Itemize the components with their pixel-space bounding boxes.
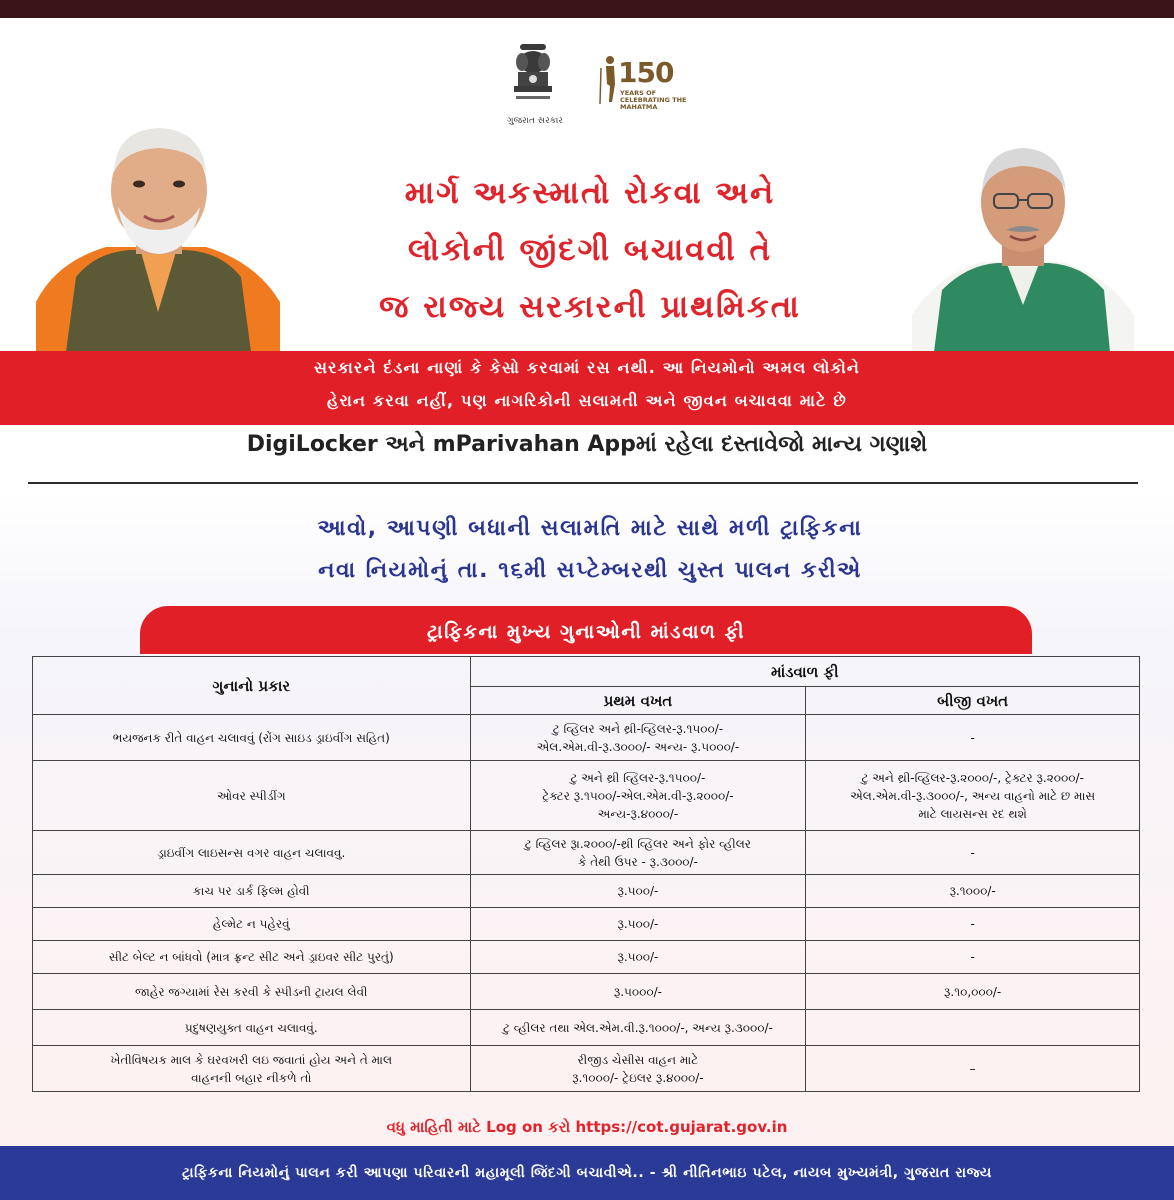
footer-banner: ટ્રાફિકના નિયમોનું પાલન કરી આપણા પરિવારની મહામૂલી જિંદગી બચાવીએ.. - શ્રી નીતિનભાઇ પટેલ, નાયબ મુખ્યમંત્રી, ગુજરાત રાજ્ય bbox=[0, 1146, 1174, 1200]
cell-first: ટુ વ્હીલર તથા એલ.એમ.વી.રૂ.૧૦૦૦/-, અન્ય રૂ.૩૦૦૦/- bbox=[470, 1010, 806, 1046]
fee-table-body bbox=[33, 715, 1140, 1092]
cell-offense: જાહેર જગ્યામાં રેસ કરવી કે સ્પીડની ટ્રાયલ લેવી bbox=[33, 974, 471, 1010]
header-offense-type: ગુનાનો પ્રકાર bbox=[33, 657, 471, 715]
table-row bbox=[33, 761, 1140, 831]
cell-offense: સીટ બેલ્ટ ન બાંધવો (માત્ર ફ્રન્ટ સીટ અને ડ્રાઇવર સીટ પુરતું) bbox=[33, 941, 471, 974]
table-row bbox=[33, 831, 1140, 875]
table-row bbox=[33, 908, 1140, 941]
cell-second: ટુ અને થ્રી-વ્હિલર-રૂ.૨૦૦૦/-, ટ્રેક્ટર રૂ.૨૦૦૦/- એલ.એમ.વી-રૂ.૩૦૦૦/-, અન્ય વાહનો માટે છ માસ માટે લાયસન્સ રદ થશે bbox=[806, 761, 1140, 831]
digilocker-note: DigiLocker અને mParivahan Appમાં રહેલા દસ્તાવેજો માન્ય ગણાશે bbox=[246, 432, 928, 457]
cell-offense: પ્રદુષણયુક્ત વાહન ચલાવવું. bbox=[33, 1010, 471, 1046]
top-border bbox=[0, 0, 1174, 18]
cell-first: રૂ.૫૦૦૦/- bbox=[470, 974, 806, 1010]
cell-offense: કાચ પર ડાર્ક ફિલ્મ હોવી bbox=[33, 875, 471, 908]
cell-second: - bbox=[806, 941, 1140, 974]
table-row bbox=[33, 715, 1140, 761]
table-row bbox=[33, 941, 1140, 974]
cell-second bbox=[806, 1010, 1140, 1046]
cell-offense: ડ્રાઇવીંગ લાઇસન્સ વગર વાહન ચલાવવુ. bbox=[33, 831, 471, 875]
headline-line-3: જ રાજ્ય સરકારની પ્રાથમિકતા bbox=[379, 289, 801, 325]
cell-offense: ઓવર સ્પીડીંગ bbox=[33, 761, 471, 831]
cell-first: ટુ વ્હિલર રૂા.૨૦૦૦/-થ્રી વ્હિલર અને ફોર વ્હીલર કે તેથી ઉપર - રૂ.૩૦૦૦/- bbox=[470, 831, 806, 875]
cell-first: રૂ.૫૦૦/- bbox=[470, 908, 806, 941]
headline-line-2: લોકોની જીંદગી બચાવવી તે bbox=[407, 232, 773, 268]
cell-first: ટુ વ્હિલર અને થ્રી-વ્હિલર-રૂ.૧૫૦૦/- એલ.એમ.વી-રૂ.૩૦૦૦/- અન્ય- રૂ.૫૦૦૦/- bbox=[470, 715, 806, 761]
cell-first: રૂ.૫૦૦/- bbox=[470, 941, 806, 974]
cell-second: - bbox=[806, 715, 1140, 761]
cell-second: - bbox=[806, 831, 1140, 875]
more-info-link[interactable]: વધુ માહિતી માટે Log on કરો https://cot.gujarat.gov.in bbox=[386, 1118, 788, 1136]
state-emblem-icon bbox=[508, 42, 558, 112]
cell-first: રીજીડ ચેસીસ વાહન માટે રૂ.૧૦૦૦/- ટ્રેઇલર રૂ.૪૦૦૦/- bbox=[470, 1046, 806, 1092]
banner-line-1: સરકારને દંડના નાણાં કે કેસો કરવામાં રસ નથી. આ નિયમોનો અમલ લોકોને bbox=[313, 358, 861, 377]
logo-area bbox=[480, 42, 720, 132]
table-row bbox=[33, 974, 1140, 1010]
cell-first: રૂ.૫૦૦/- bbox=[470, 875, 806, 908]
cell-first: ટુ અને થ્રી વ્હિલર-રૂ.૧૫૦૦/- ટ્રેક્ટર રૂ.૧૫૦૦/-એલ.એમ.વી-રૂ.૨૦૦૦/- અન્ય-રૂ.૪૦૦૦/- bbox=[470, 761, 806, 831]
appeal-text bbox=[160, 508, 1020, 592]
header-second-time: બીજી વખત bbox=[806, 687, 1140, 715]
banner-line-2: હેરાન કરવા નહીં, પણ નાગરિકોની સલામતી અને જીવન બચાવવા માટે છે bbox=[327, 391, 847, 410]
cell-offense: હેલ્મેટ ન પહેરવું bbox=[33, 908, 471, 941]
mahatma-150-logo bbox=[598, 46, 698, 116]
cell-second: રૂ.૧૦,૦૦૦/- bbox=[806, 974, 1140, 1010]
right-portrait bbox=[912, 140, 1134, 352]
gandhi-walking-icon bbox=[598, 54, 620, 106]
main-headline bbox=[300, 165, 880, 336]
anniversary-number: 150 bbox=[618, 56, 674, 89]
appeal-line-2: નવા નિયમોનું તા. ૧૬મી સપ્ટેમ્બરથી ચુસ્ત પાલન કરીએ bbox=[318, 558, 862, 583]
table-row bbox=[33, 1046, 1140, 1092]
fee-table bbox=[32, 656, 1140, 1092]
headline-line-1: માર્ગ અકસ્માતો રોકવા અને bbox=[404, 175, 776, 211]
anniversary-text: YEARS OF CELEBRATING THE MAHATMA bbox=[620, 89, 687, 111]
cell-offense: ખેતીવિષયક માલ કે ઘરવખરી લઇ જવાતાં હોય અને તે માલ વાહનની બહાર નીકળે તો bbox=[33, 1046, 471, 1092]
government-message-banner bbox=[0, 351, 1174, 425]
emblem-caption: ગુજરાત સરકાર bbox=[507, 116, 563, 126]
cell-second: રૂ.૧૦૦૦/- bbox=[806, 875, 1140, 908]
left-portrait bbox=[36, 112, 280, 352]
table-row bbox=[33, 875, 1140, 908]
cell-second: - bbox=[806, 908, 1140, 941]
divider-rule bbox=[28, 482, 1138, 484]
header-compounding-fee: માંડવાળ ફી bbox=[470, 657, 1139, 687]
fee-table-title: ટ્રાફિકના મુખ્ય ગુનાઓની માંડવાળ ફી bbox=[140, 606, 1032, 654]
cell-offense: ભયજનક રીતે વાહન ચલાવવું (રોંગ સાઇડ ડ્રાઇવીંગ સહિત) bbox=[33, 715, 471, 761]
header-first-time: પ્રથમ વખત bbox=[470, 687, 806, 715]
table-row bbox=[33, 1010, 1140, 1046]
appeal-line-1: આવો, આપણી બધાની સલામતિ માટે સાથે મળી ટ્રાફિકના bbox=[317, 516, 863, 541]
cell-second: – bbox=[806, 1046, 1140, 1092]
